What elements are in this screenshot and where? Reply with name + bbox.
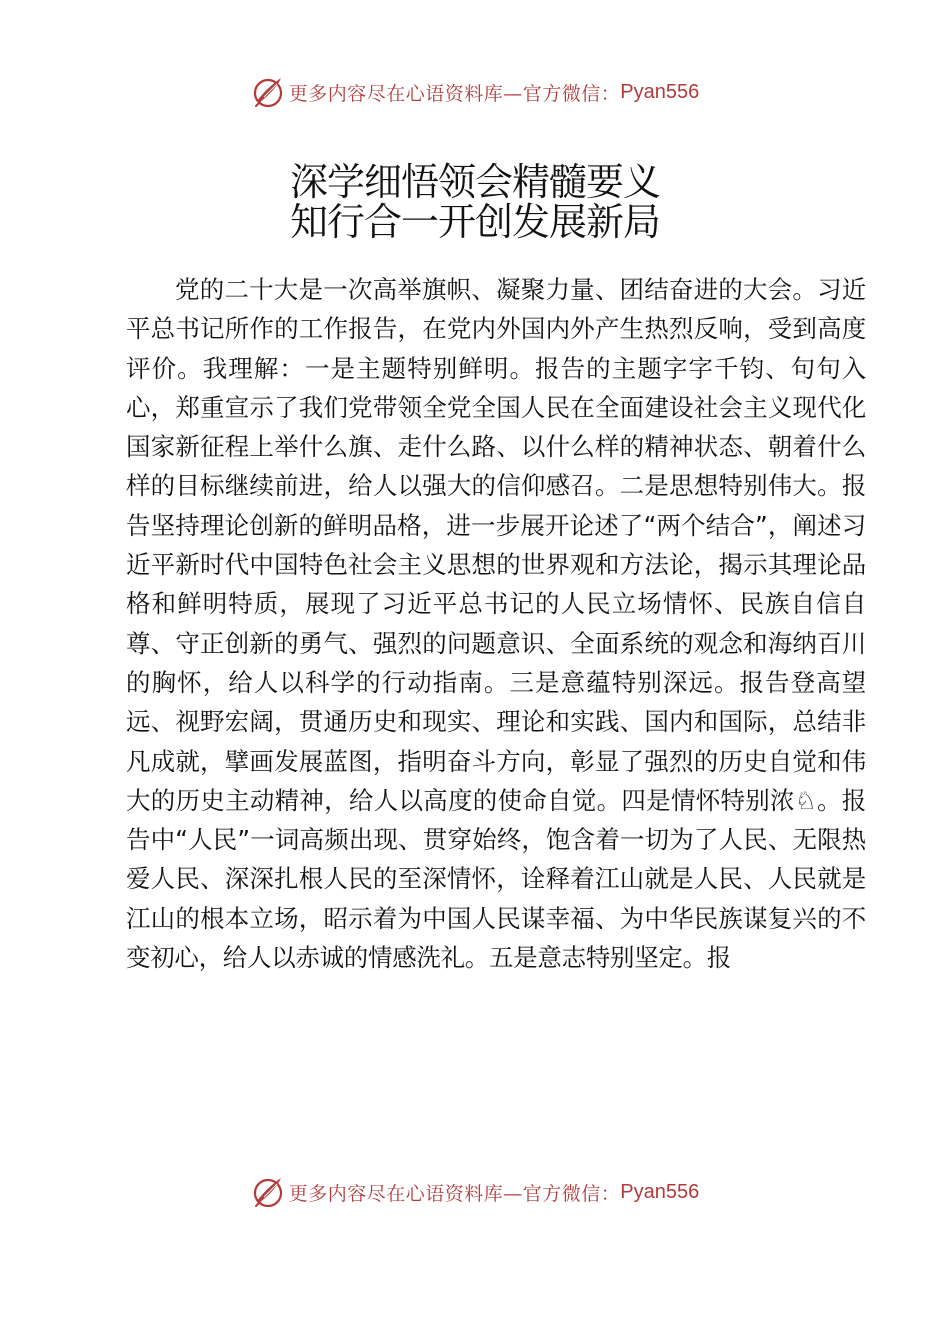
document-title bbox=[0, 162, 950, 242]
title-line-1: 深学细悟领会精髓要义 bbox=[289, 160, 660, 204]
footer-banner bbox=[0, 1172, 950, 1212]
quill-pen-logo-icon bbox=[251, 1175, 285, 1209]
footer-banner-text: 更多内容尽在心语资料库—官方微信： bbox=[288, 1182, 621, 1205]
header-banner bbox=[0, 72, 950, 112]
footer-banner-handle: Pyan556 bbox=[620, 1180, 700, 1203]
document-body bbox=[126, 270, 866, 977]
header-banner-text: 更多内容尽在心语资料库—官方微信： bbox=[288, 82, 621, 105]
body-paragraph: 党的二十大是一次高举旗帜、凝聚力量、团结奋进的大会。习近平总书记所作的工作报告，在党内外国内外产生热烈反响，受到高度评价。我理解：一是主题特别鲜明。报告的主题字字千钧、句句入心，郑重宣示了我们党带领全党全国人民在全面建设社会主义现代化国家新征程上举什么旗、走什么路、以什么样的精神状态、朝着什么样的目标继续前进，给人以强大的信仰感召。二是思想特别伟大。报告坚持理论创新的鲜明品格，进一步展开论述了“两个结合”，阐述习近平新时代中国特色社会主义思想的世界观和方法论，揭示其理论品格和鲜明特质，展现了习近平总书记的人民立场情怀、民族自信自尊、守正创新的勇气、强烈的问题意识、全面系统的观念和海纳百川的胸怀，给人以科学的行动指南。三是意蕴特别深远。报告登高望远、视野宏阔，贯通历史和现实、理论和实践、国内和国际，总结非凡成就，擘画发展蓝图，指明奋斗方向，彰显了强烈的历史自觉和伟大的历史主动精神，给人以高度的使命自觉。四是情怀特别浓♘。报告中“人民”一词高频出现、贯穿始终，饱含着一切为了人民、无限热爱人民、深深扎根人民的至深情怀，诠释着江山就是人民、人民就是江山的根本立场，昭示着为中国人民谋幸福、为中华民族谋复兴的不变初心，给人以赤诚的情感洗礼。五是意志特别坚定。报 bbox=[126, 275, 866, 973]
quill-pen-logo-icon bbox=[251, 75, 285, 109]
title-line-2: 知行合一开创发展新局 bbox=[289, 200, 660, 244]
header-banner-handle: Pyan556 bbox=[620, 80, 700, 103]
